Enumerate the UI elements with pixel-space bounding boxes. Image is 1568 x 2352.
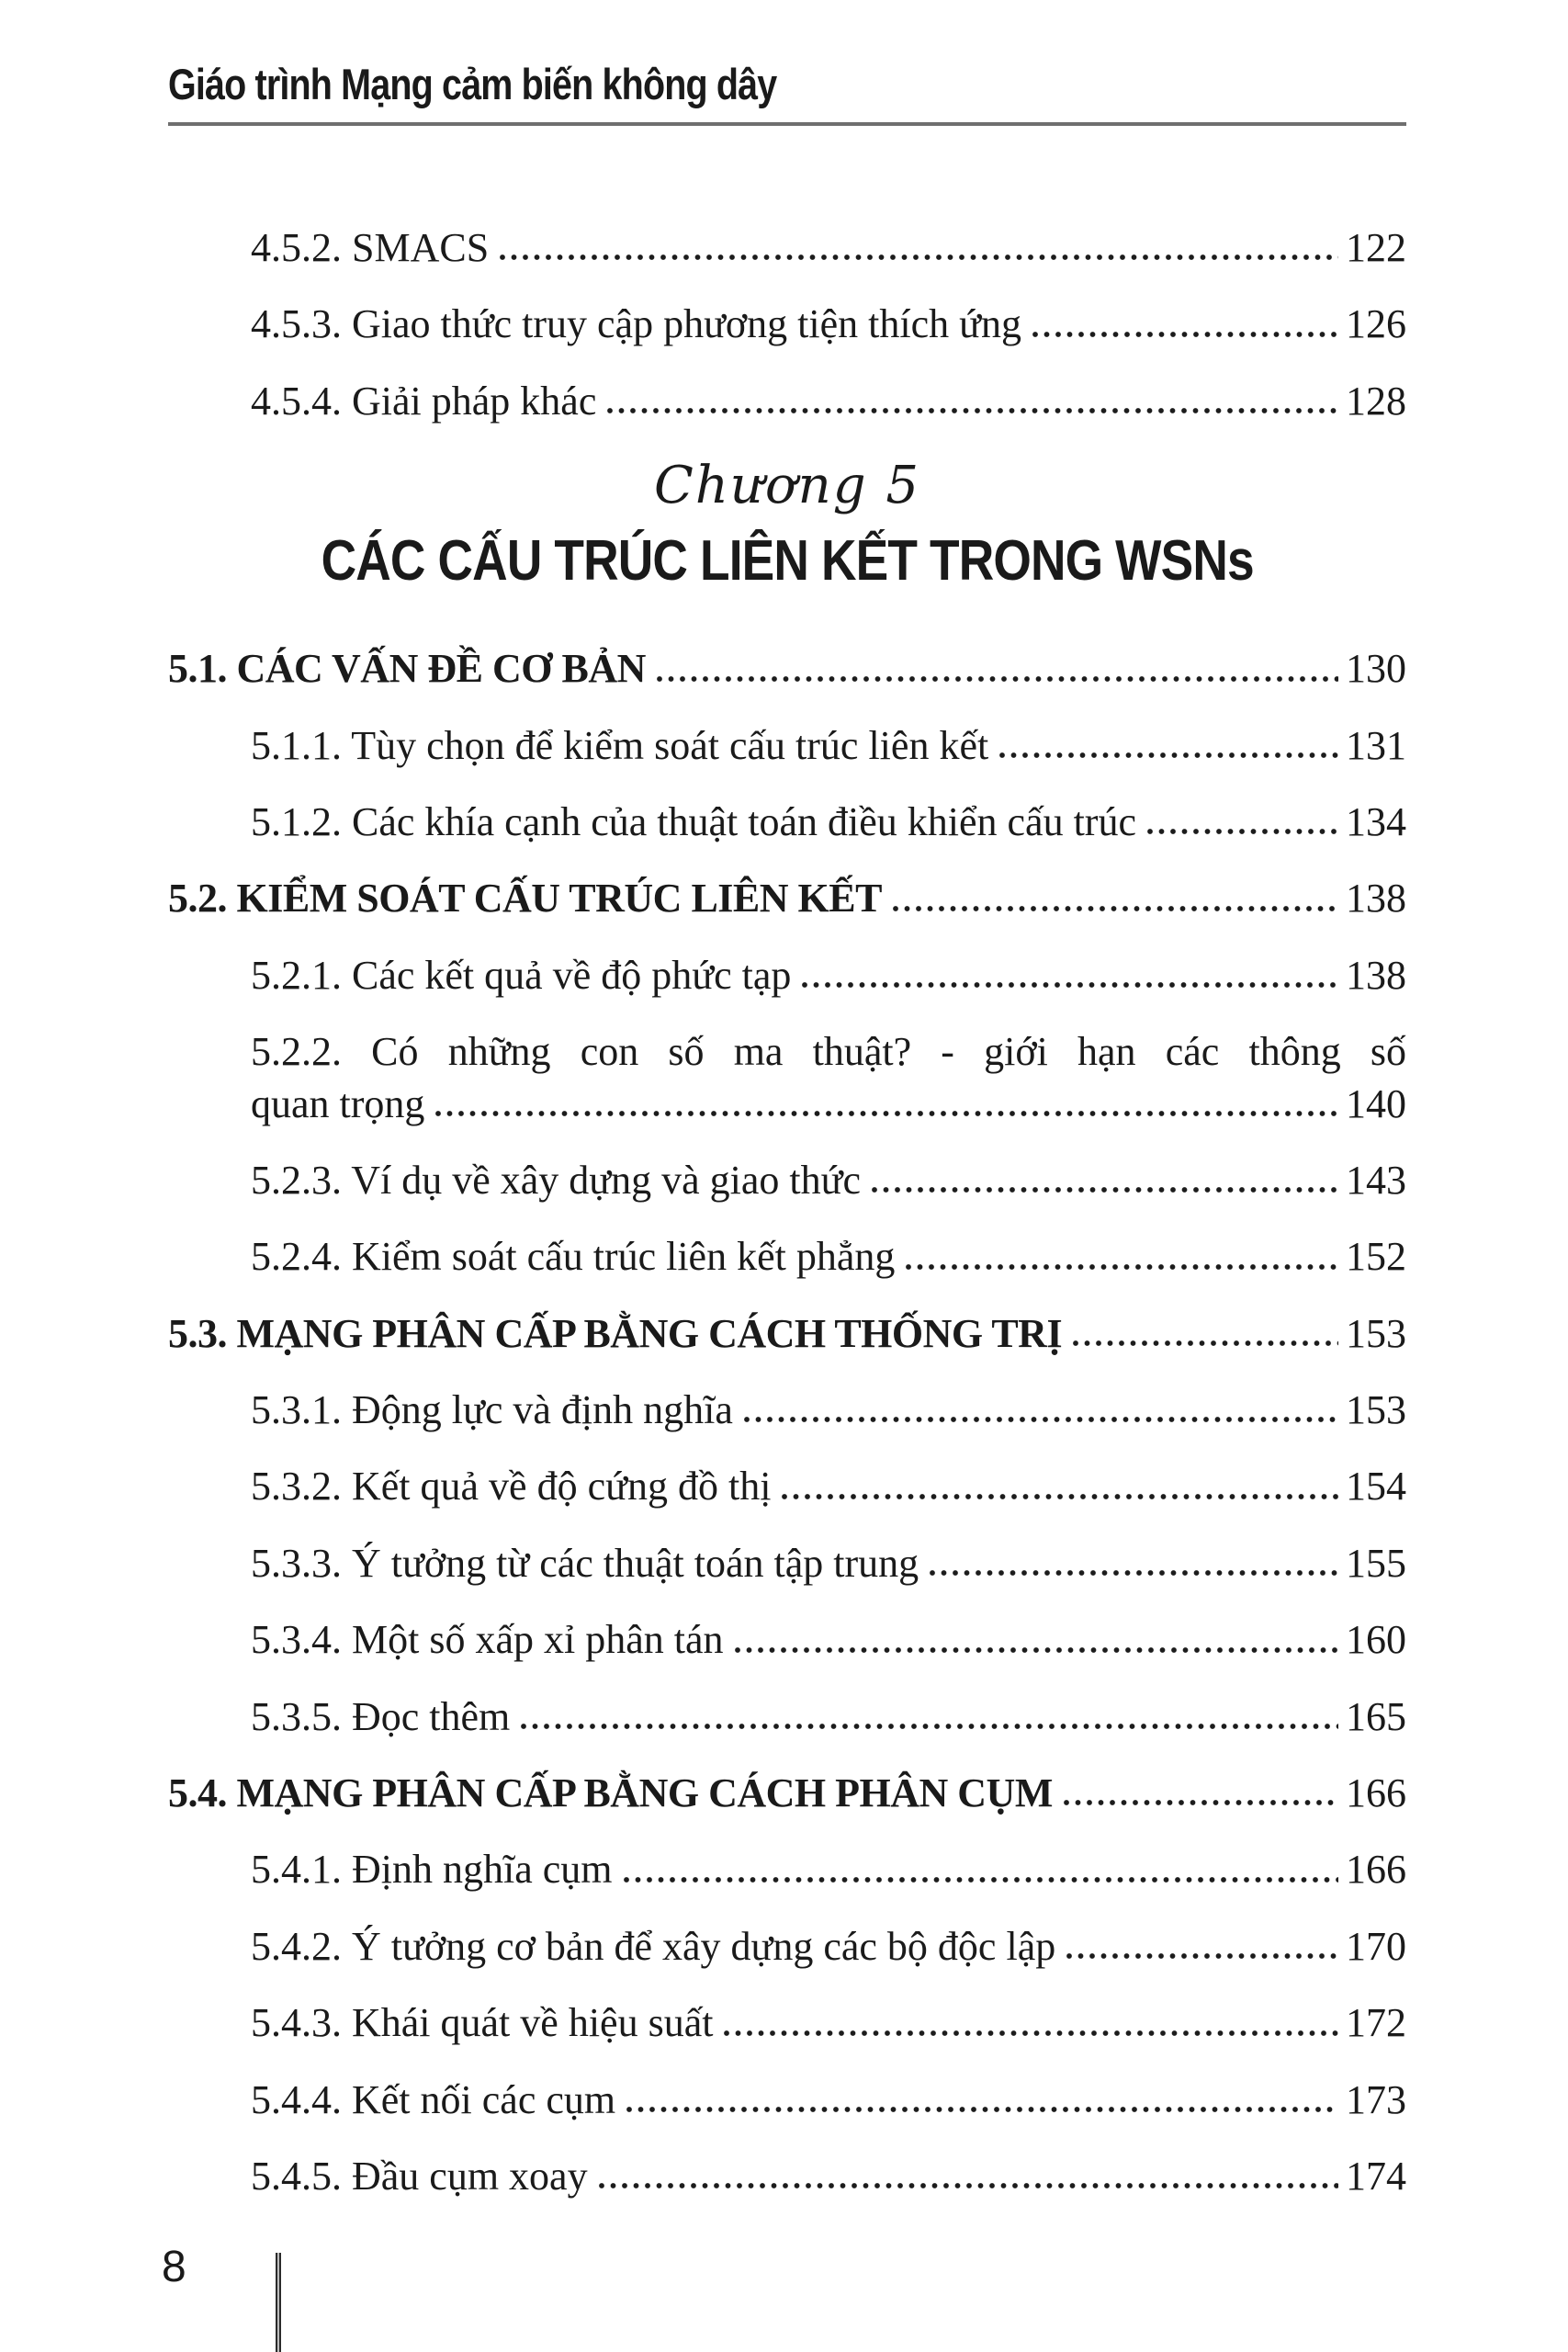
toc-entry-label: 5.3.5. Đọc thêm [251,1693,511,1739]
toc-entry-page: 134 [1346,798,1406,844]
toc-entry [168,1618,1406,1662]
toc-entry [168,1695,1406,1739]
dotted-leader [1065,1951,1338,1962]
toc-entry-label: quan trọng [251,1080,425,1126]
toc-entry-label: 5.1.1. Tùy chọn để kiểm soát cấu trúc liên kết [251,722,989,768]
toc-entry-label: 5.2.2. Có những con số ma thuật? - giới hạn các thông số [251,1029,1406,1075]
table-of-contents [168,226,1406,2231]
footer-rule [276,2253,281,2352]
toc-entry [168,1082,1406,1126]
dotted-leader [519,1721,1338,1732]
toc-entry-label: 4.5.3. Giao thức truy cập phương tiện thích ứng [251,301,1021,347]
toc-entry [168,1542,1406,1586]
toc-entry-page: 165 [1346,1693,1406,1739]
toc-entry-page: 155 [1346,1540,1406,1586]
dotted-leader [742,1414,1338,1425]
toc-entry [168,876,1406,921]
dotted-leader [928,1567,1338,1578]
toc-entry-label: 5.3.1. Động lực và định nghĩa [251,1387,733,1433]
toc-entry-label: 5.1. CÁC VẤN ĐỀ CƠ BẢN [168,646,646,692]
toc-entry-label: 5.3. MẠNG PHÂN CẤP BẰNG CÁCH THỐNG TRỊ [168,1310,1063,1356]
toc-entry [168,2154,1406,2199]
toc-entry-label: 5.3.2. Kết quả về độ cứng đồ thị [251,1464,772,1510]
chapter-title-wrap [168,528,1406,594]
dotted-leader [891,903,1338,914]
toc-entry-page: 128 [1346,378,1406,424]
toc-entry [168,226,1406,270]
book-title: Giáo trình Mạng cảm biến không dây [168,60,777,108]
dotted-leader [434,1108,1338,1119]
toc-entry-label: 5.3.4. Một số xấp xỉ phân tán [251,1617,724,1663]
dotted-leader [622,1874,1338,1885]
toc-entry-page: 122 [1346,225,1406,270]
toc-entry-page: 143 [1346,1157,1406,1203]
toc-section-previous-chapter [168,226,1406,424]
toc-entry-page: 140 [1346,1080,1406,1126]
toc-entry [168,800,1406,844]
dotted-leader [1071,1338,1338,1349]
dotted-leader [780,1491,1338,1502]
toc-entry [168,954,1406,998]
toc-entry-page: 126 [1346,301,1406,347]
toc-entry-label: 5.2.4. Kiểm soát cấu trúc liên kết phẳng [251,1234,896,1280]
toc-entry-label: 5.2. KIỂM SOÁT CẤU TRÚC LIÊN KẾT [168,876,882,922]
toc-entry [168,1464,1406,1509]
toc-entry [168,1925,1406,1969]
toc-entry [168,1848,1406,1892]
dotted-leader [733,1645,1338,1656]
toc-entry [168,1388,1406,1432]
toc-entry-label: 5.4.3. Khái quát về hiệu suất [251,2000,714,2046]
dotted-leader [800,979,1338,990]
toc-entry-page: 138 [1346,876,1406,922]
toc-entry-page: 153 [1346,1387,1406,1433]
toc-entry-page: 166 [1346,1847,1406,1893]
toc-entry-label: 5.4.1. Định nghĩa cụm [251,1847,613,1893]
toc-entry-page: 166 [1346,1770,1406,1816]
toc-entry-page: 172 [1346,2000,1406,2046]
dotted-leader [870,1184,1338,1195]
toc-entry-page: 173 [1346,2076,1406,2122]
page-header [168,59,1406,126]
toc-entry-label: 5.2.1. Các kết quả về độ phức tạp [251,952,792,998]
dotted-leader [722,2028,1338,2039]
dotted-leader [1062,1797,1338,1808]
toc-entry [168,2078,1406,2122]
dotted-leader [498,252,1338,263]
toc-entry-label: 5.4.2. Ý tưởng cơ bản để xây dựng các bộ độc lập [251,1923,1056,1969]
toc-entry-label: 5.1.2. Các khía cạnh của thuật toán điều khiển cấu trúc [251,798,1136,844]
chapter-heading [168,456,1406,594]
toc-entry-page: 170 [1346,1923,1406,1969]
toc-entry-label: 5.4.4. Kết nối các cụm [251,2076,616,2122]
dotted-leader [998,750,1338,761]
dotted-leader [1031,329,1338,340]
toc-entry-label: 5.3.3. Ý tưởng từ các thuật toán tập trung [251,1540,919,1586]
toc-entry-label: 4.5.4. Giải pháp khác [251,378,597,424]
toc-entry-page: 154 [1346,1464,1406,1510]
toc-entry-page: 138 [1346,952,1406,998]
toc-entry [168,2001,1406,2045]
toc-entry [168,724,1406,768]
toc-entry-page: 152 [1346,1234,1406,1280]
chapter-title: CÁC CẤU TRÚC LIÊN KẾT TRONG WSNs [321,529,1254,594]
dotted-leader [1145,826,1338,837]
toc-entry [168,1312,1406,1356]
toc-section-chapter-5 [168,647,1406,2199]
dotted-leader [625,2104,1338,2115]
dotted-leader [605,405,1338,416]
chapter-number: Chương 5 [653,456,921,516]
toc-entry [168,302,1406,346]
toc-entry-page: 153 [1346,1310,1406,1356]
toc-entry-page: 174 [1346,2153,1406,2199]
toc-entry [168,1235,1406,1279]
toc-entry [168,379,1406,424]
dotted-leader [655,673,1338,684]
dotted-leader [597,2180,1338,2191]
dotted-leader [904,1261,1338,1272]
toc-entry-page: 130 [1346,646,1406,692]
toc-entry-page: 131 [1346,722,1406,768]
toc-entry-label: 4.5.2. SMACS [251,225,490,270]
toc-entry [168,1159,1406,1203]
footer-page-number: 8 [162,2243,186,2291]
toc-entry-label: 5.4. MẠNG PHÂN CẤP BẰNG CÁCH PHÂN CỤM [168,1770,1053,1816]
toc-entry-page: 160 [1346,1617,1406,1663]
toc-entry [168,1771,1406,1815]
toc-entry-label: 5.2.3. Ví dụ về xây dựng và giao thức [251,1157,861,1203]
toc-entry [168,647,1406,691]
toc-entry-label: 5.4.5. Đầu cụm xoay [251,2153,588,2199]
